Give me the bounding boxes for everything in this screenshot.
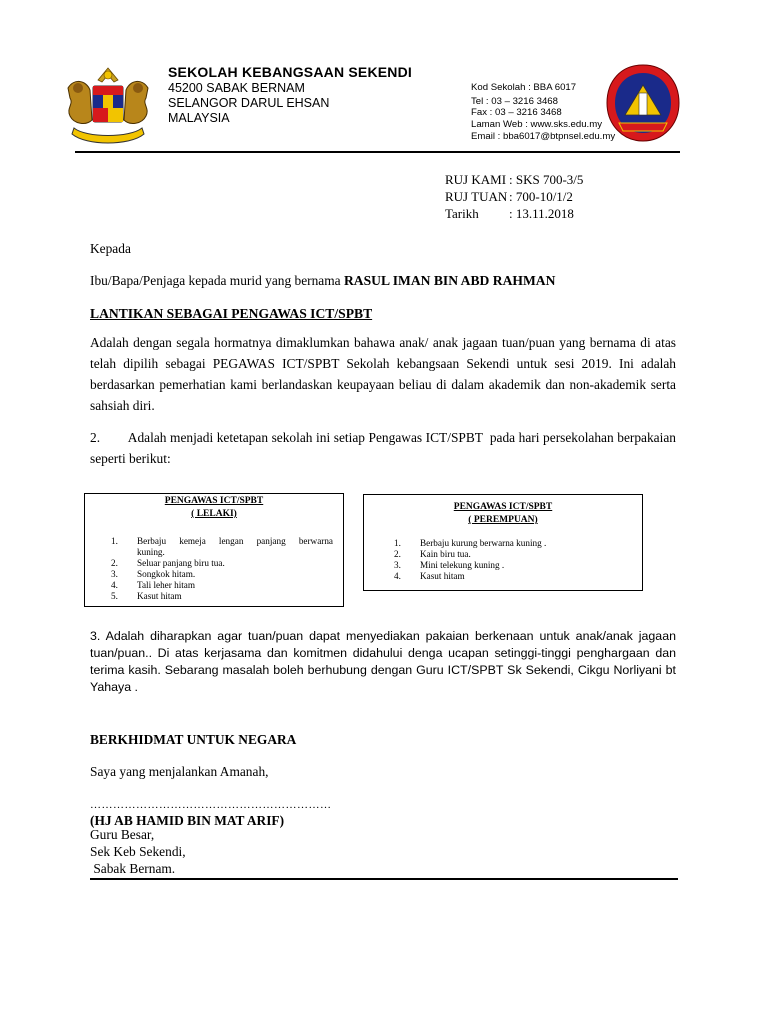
malaysia-coat-of-arms-icon [60, 66, 156, 152]
salutation: Kepada [90, 241, 131, 256]
school-email: Email : bba6017@btpnsel.edu.my [471, 131, 616, 142]
uniform-list-female [394, 538, 634, 582]
box-subtitle: ( LELAKI) [191, 509, 237, 519]
list-item: 2. Seluar panjang biru tua. [111, 558, 225, 568]
uniform-box-male [84, 493, 344, 607]
ref-tuan [445, 189, 573, 205]
school-tel: Tel : 03 – 3216 3468 [471, 96, 558, 107]
recipient-prefix: Ibu/Bapa/Penjaga kepada murid yang bernama [90, 273, 344, 288]
list-item-continuation: kuning. [137, 547, 165, 557]
uniform-list-male [111, 536, 333, 602]
signer-name: (HJ AB HAMID BIN MAT ARIF) [90, 813, 285, 828]
recipient-name: RASUL IMAN BIN ABD RAHMAN [343, 273, 556, 288]
paragraph-3: 3. Adalah diharapkan agar tuan/puan dapat menyediakan pakaian berkenaan untuk anak/anak jagaan tuan/puan.. Di atas kerjasama dan komitmen didahului denga ucapan setinggi-tinggi penghargaan dan terima kasih. Sebarang masalah boleh berhubung dengan Guru ICT/SPBT Sk Sekendi, Cikgu Norliyani bt Yahaya . [90, 629, 676, 694]
header-divider [75, 151, 680, 153]
paragraph-1: Adalah dengan segala hormatnya dimaklumkan bahawa anak/ anak jagaan tuan/puan yang bernama di atas telah dipilih sebagai PEGAWAS ICT/SPBT Sekolah kebangsaan Sekendi untuk sesi 2019. Ini adalah berdasarkan pemerhatian kami berlandaskan keupayaan beliau di dalam akademik dan non-akademik serta sahsiah diri. [90, 335, 676, 413]
ref-date [445, 206, 574, 222]
signer-location: Sabak Bernam. [90, 861, 176, 876]
list-item: 1. Berbaju kurung berwarna kuning . [394, 538, 547, 548]
school-name: SEKOLAH KEBANGSAAN SEKENDI [168, 64, 412, 80]
box-title: PENGAWAS ICT/SPBT [453, 502, 553, 512]
school-fax: Fax : 03 – 3216 3468 [471, 107, 562, 118]
school-code: Kod Sekolah : BBA 6017 [471, 82, 577, 93]
ref-label: RUJ KAMI [445, 172, 507, 187]
ref-kami [445, 172, 583, 188]
school-crest-icon [605, 63, 681, 143]
list-item: 4. Kasut hitam [394, 571, 465, 581]
list-item: 3. Mini telekung kuning . [394, 560, 505, 570]
list-item: 4. Tali leher hitam [111, 580, 196, 590]
letter-subject: LANTIKAN SEBAGAI PENGAWAS ICT/SPBT [90, 306, 373, 321]
motto: BERKHIDMAT UNTUK NEGARA [90, 732, 297, 747]
signature-line: ……………………………………………………… [90, 799, 332, 811]
signer-school: Sek Keb Sekendi, [90, 844, 186, 859]
recipient [90, 270, 676, 291]
uniform-box-female [363, 494, 643, 591]
school-website: Laman Web : www.sks.edu.my [471, 119, 602, 130]
list-item: 1. Berbaju kemeja lengan panjang berwarna [111, 536, 333, 546]
ref-value: : 13.11.2018 [509, 206, 574, 221]
signer-title: Guru Besar, [90, 827, 155, 842]
ref-label: RUJ TUAN [445, 189, 508, 204]
list-item: 3. Songkok hitam. [111, 569, 196, 579]
closing: Saya yang menjalankan Amanah, [90, 764, 269, 779]
ref-label: Tarikh [445, 206, 479, 221]
box-subtitle: ( PEREMPUAN) [468, 515, 538, 525]
list-item: 5. Kasut hitam [111, 591, 182, 601]
list-item: 2. Kain biru tua. [394, 549, 471, 559]
footer-divider [90, 878, 678, 880]
address-line: 45200 SABAK BERNAM [168, 81, 305, 95]
address-line: MALAYSIA [168, 111, 230, 125]
address-line: SELANGOR DARUL EHSAN [168, 96, 330, 110]
ref-value: : SKS 700-3/5 [509, 172, 584, 187]
box-title: PENGAWAS ICT/SPBT [164, 496, 264, 506]
paragraph-2: 2. Adalah menjadi ketetapan sekolah ini setiap Pengawas ICT/SPBT pada hari persekolahan berpakaian seperti berikut: [90, 430, 680, 466]
ref-value: : 700-10/1/2 [509, 189, 573, 204]
